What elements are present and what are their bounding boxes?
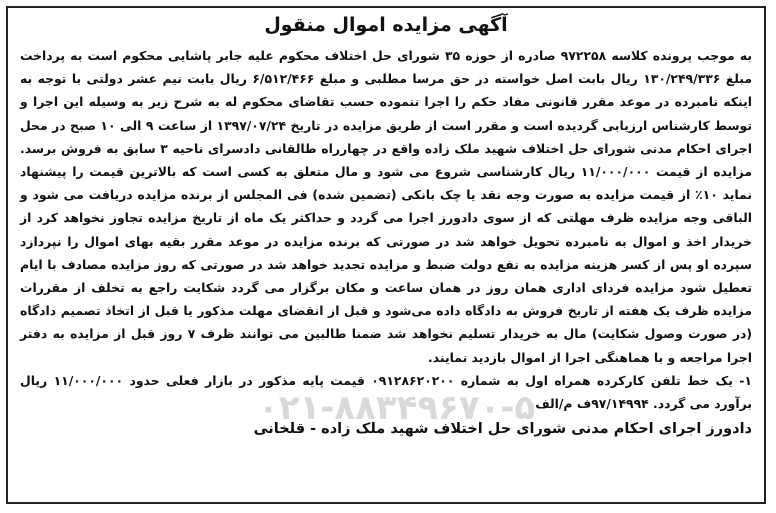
- auction-notice: [8, 8, 764, 437]
- auction-item: ۱- یک خط تلفن کارکرده همراه اول به شماره ۰۹۱۲۸۶۲۰۲۰۰ قیمت پایه مذکور در بازار فعلی حدود ۱۱/۰۰۰/۰۰۰ ریال برآورد می گردد. ۹۷/۱۴۹۹۴ف م/الف: [20, 372, 752, 412]
- notice-frame: [6, 6, 766, 504]
- phone-watermark: ۰۲۱-۸۸۳۴۹۶۷۰-۵: [258, 388, 536, 428]
- notice-title: آگهی مزایده اموال منقول: [264, 14, 508, 36]
- notice-body: به موجب پرونده کلاسه ۹۷۲۲۵۸ صادره از حوزه ۳۵ شورای حل اختلاف محکوم علیه جابر پاشایی محکوم است به پرداخت مبلغ ۱۳۰/۲۴۹/۳۳۶ ریال بابت اصل خواسته در حق مرسا مطلبی و مبلغ ۶/۵۱۲/۴۶۶ ریال بابت نیم عشر دولتی با توجه به اینکه نامبرده در موعد مقرر قانونی مفاد حکم را اجرا ننموده حسب تقاضای محکوم له به شرح زیر به وسیله این اجرا و توسط کارشناس ارزیابی گردیده است و مقرر است از طریق مزایده در تاریخ ۱۳۹۷/۰۷/۲۴ از ساعت ۹ الی ۱۰ صبح در محل اجرای احکام مدنی شورای حل اختلاف شهید ملک زاده واقع در چهارراه طالقانی دادسرای ناحیه ۳ سابق به فروش برسد. مزایده از قیمت ۱۱/۰۰۰/۰۰۰ ریال کارشناسی شروع می شود و مال متعلق به کسی است که بالاترین قیمت را پیشنهاد نماید ۱۰٪ از قیمت مزایده به صورت وجه نقد یا چک بانکی (تضمین شده) فی المجلس از برنده مزایده دریافت می شود و الباقی وجه مزایده ظرف مهلتی که از سوی دادورز اجرا می گردد و حداکثر یک ماه از تاریخ مزایده تجاوز نخواهد کرد از خریدار اخذ و اموال به نامبرده تحویل خواهد شد در صورتی که برنده مزایده در موعد مقرر بقیه بهای اموال را نپردازد سپرده او پس از کسر هزینه مزایده به نفع دولت ضبط و مزایده تجدید خواهد شد در صورتی که روز مزایده مصادف با ایام تعطیل شود مزایده فردای اداری همان روز در همان ساعت و مکان برگزار می گردد شکایت راجع به تخلف از مقررات مزایده ظرف یک هفته از تاریخ فروش به دادگاه داده می‌شود و قبل از انقضای مهلت مذکور یا قبل از اتخاذ تصمیم دادگاه (در صورت وصول شکایت) مال به خریدار تسلیم نخواهد شد ضمنا طالبین می توانند ظرف ۷ روز قبل از مزایده به دفتر اجرا مراجعه و با هماهنگی اجرا از اموال بازدید نمایند.: [20, 48, 752, 365]
- notice-signature: دادورز اجرای احکام مدنی شورای حل اختلاف شهید ملک زاده - قلخانی: [253, 421, 752, 438]
